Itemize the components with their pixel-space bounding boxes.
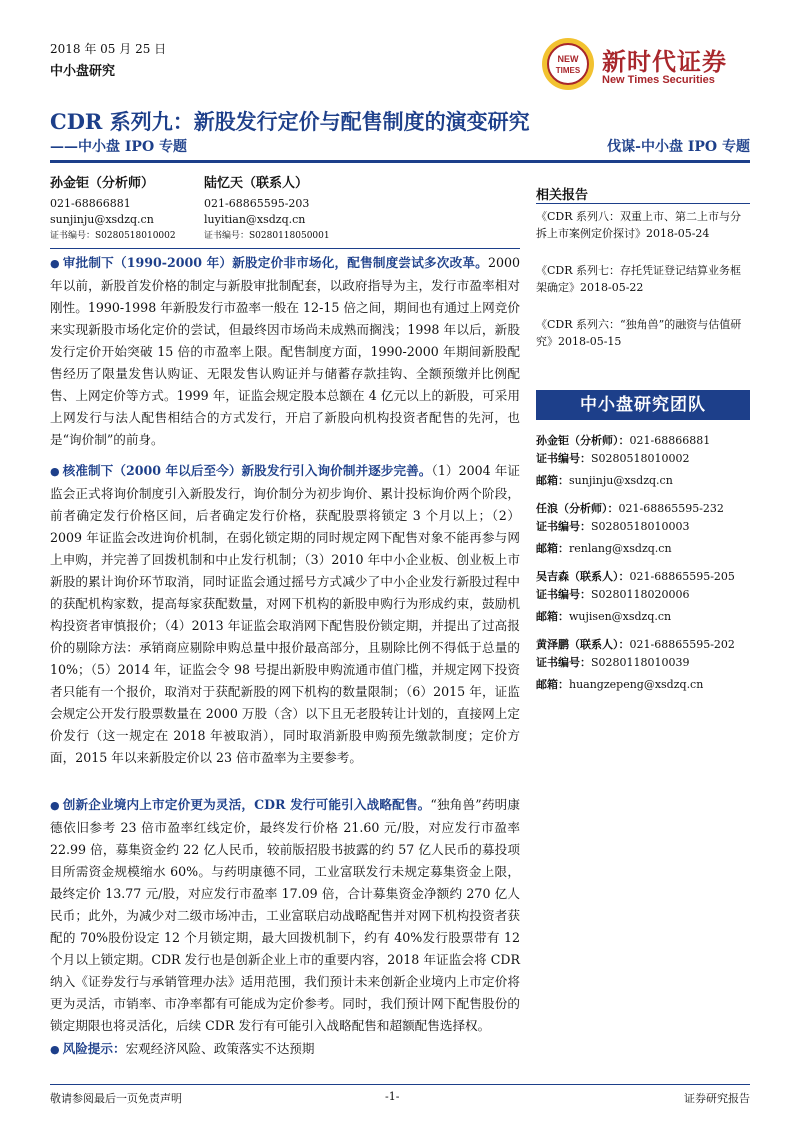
paragraph-body: 2000 年以前，新股首发价格的制定与新股审批制配套，以政府指导为主，发行市盈率相对刚性。1990-1998 年新股发行市盈率一般在 12-15 倍之间，期间也有通过上网竞价来实现新股市场化定价的尝试，但最终因市场尚未成熟而搁浅；1998 年以后，新股发行定价开始突破 15 倍的市盈率上限。配售制度方面，1990-2000 年期间新股配售经历了限量发售认购证、无限发售认购证并与储蓄存款挂钩、全额预缴并比例配售、上网定价等方式。1999 年，证监会规定股本总额在 4 亿元以上的新股，可采用上网发行与法人配售相结合的方式发行，开启了新股向机构投资者配售的先河，也是“询价制”的前身。 — [50, 255, 520, 447]
team-contact-value: S0280518010002 — [591, 452, 690, 465]
analyst-cert: 证书编号：S0280118050001 — [204, 231, 330, 241]
team-contact-label: 孙金钜（分析师）： — [536, 434, 630, 447]
footer-divider — [50, 1084, 750, 1085]
analyst-card — [204, 176, 330, 244]
paragraph-lead: 核准制下（2000 年以后至今）新股发行引入询价制并逐步完善。 — [62, 463, 432, 478]
related-divider — [536, 203, 750, 204]
team-contact-label: 证书编号： — [536, 656, 591, 669]
team-contact-line[interactable] — [536, 540, 750, 556]
bullet-icon: ● — [50, 257, 60, 270]
paragraph-lead: 风险提示： — [62, 1041, 126, 1056]
bullet-icon: ● — [50, 465, 60, 478]
page-number: -1- — [385, 1090, 400, 1103]
paragraph-body: （1）2004 年证监会正式将询价制度引入新股发行，询价制分为初步询价、累计投标询价两个阶段，前者确定发行价格区间，后者确定发行价格，获配股票将锁定 3 个月以上；（2）2009 年证监会改进询价机制，在弱化锁定期的同时规定网下配售对象不能再参与网上申购，并完善了回拨机制和中止发行机制；（3）2010 年中小企业板、创业板上市新股的累计询价环节取消，同时证监会通过摇号方式减少了中小企业发行新股过程中的获配机构家数，提高每家获配数量，对网下机构的新股申购行为形成约束，鼓励机构投资者审慎报价；（4）2013 年证监会取消网下配售股份锁定期，并提出了过高报价的剔除方法：承销商应剔除申购总量中报价最高部分，且剔除比例不得低于总量的 10%；（5）2014 年，证监会令 98 号提出新股申购流通市值门槛，并规定网下投资者只能有一个报价，取消对于获配新股的网下机构的数量限制；（6）2015 年，证监会规定公开发行股票数量在 2000 万股（含）以下且无老股转让计划的，直接网上定价发行（这一规定在 2018 年被取消），同时取消新股申购预先缴款制度；定价方面，2015 年以来新股定价以 23 倍市盈率为主要参考。 — [50, 463, 520, 765]
paragraph-body: 宏观经济风险、政策落实不达预期 — [125, 1041, 315, 1056]
related-report-link[interactable]: 《CDR 系列八：双重上市、第二上市与分拆上市案例定价探讨》2018-05-24 — [536, 210, 742, 240]
related-report-link[interactable]: 《CDR 系列七：存托凭证登记结算业务框架确定》2018-05-22 — [536, 264, 742, 294]
analyst-divider — [50, 248, 520, 249]
team-contact-value: renlang@xsdzq.cn — [569, 542, 672, 555]
team-contact-line — [536, 518, 750, 534]
team-contact-line — [536, 500, 750, 516]
summary-paragraph — [50, 252, 520, 451]
new-times-logo-icon — [540, 36, 596, 92]
related-report-link[interactable]: 《CDR 系列六：“独角兽”的融资与估值研究》2018-05-15 — [536, 318, 742, 348]
team-contact-line[interactable] — [536, 472, 750, 488]
team-contact-label: 任浪（分析师）： — [536, 502, 619, 515]
team-contact-label: 邮箱： — [536, 542, 569, 555]
team-contact-value: S0280518010003 — [591, 520, 690, 533]
report-topic: 伐谋-中小盘 IPO 专题 — [607, 139, 750, 155]
team-contact-value: 021-68865595-232 — [618, 502, 724, 515]
analyst-card — [50, 176, 176, 244]
team-contact-line — [536, 586, 750, 602]
analyst-name: 陆忆天（联系人） — [204, 176, 309, 191]
team-contact-line — [536, 450, 750, 466]
team-contact-value: S0280118010039 — [591, 656, 690, 669]
report-title: CDR 系列九：新股发行定价与配售制度的演变研究 — [50, 109, 530, 134]
team-contact-value: 021-68865595-205 — [629, 570, 735, 583]
team-contact-label: 吴吉森（联系人）： — [536, 570, 630, 583]
paragraph-body: “独角兽”药明康德依旧参考 23 倍市盈率红线定价，最终发行价格 21.60 元/股，对应发行市盈率 22.99 倍，募集资金约 22 亿人民币，较前版招股书披露的约 57 亿人民币的募投项目所需资金规模缩水 60%。与药明康德不同，工业富联发行未规定募集资金上限，最终定价 13.77 元/股，对应发行市盈率 17.09 倍，合计募集资金净额约 270 亿人民币；此外，为减少对二级市场冲击，工业富联启动战略配售并对网下机构投资者获配的 70%股份设定 12 个月锁定期，最大回拨机制下，约有 40%发行股票带有 12 个月以上锁定期。CDR 发行也是创新企业上市的重要内容，2018 年证监会将 CDR 纳入《证券发行与承销管理办法》适用范围，我们预计未来创新企业境内上市定价将更为灵活，市销率、市净率都有可能成为定价参考。同时，我们预计网下配售股份的锁定期限也将灵活化，后续 CDR 发行有可能引入战略配售和超额配售选择权。 — [50, 797, 520, 1033]
paragraph-lead: 审批制下（1990-2000 年）新股定价非市场化，配售制度尝试多次改革。 — [62, 255, 488, 270]
team-contact-line[interactable] — [536, 608, 750, 624]
paragraph-lead: 创新企业境内上市定价更为灵活，CDR 发行可能引入战略配售。 — [62, 797, 431, 812]
analyst-cert: 证书编号：S0280518010002 — [50, 231, 176, 241]
related-reports-heading: 相关报告 — [536, 188, 589, 203]
section-tag: 中小盘研究 — [50, 64, 116, 79]
team-contact-value: 021-68865595-202 — [629, 638, 735, 651]
bullet-icon: ● — [50, 799, 60, 812]
team-contact-label: 证书编号： — [536, 588, 591, 601]
analyst-phone: 021-68866881 — [50, 197, 131, 210]
analyst-phone: 021-68865595-203 — [204, 197, 310, 210]
summary-paragraph — [50, 794, 520, 1037]
team-contact-label: 证书编号： — [536, 452, 591, 465]
team-contact-value: S0280118020006 — [591, 588, 690, 601]
svg-text:TIMES: TIMES — [555, 66, 581, 75]
team-contact-value: huangzepeng@xsdzq.cn — [569, 678, 704, 691]
footer-disclaimer[interactable]: 敬请参阅最后一页免责声明 — [50, 1092, 182, 1105]
team-contact-line — [536, 568, 750, 584]
team-contact-label: 邮箱： — [536, 474, 569, 487]
team-contact-label: 邮箱： — [536, 610, 569, 623]
logo-chinese-name: 新时代证券 — [602, 47, 727, 76]
team-heading: 中小盘研究团队 — [536, 390, 750, 420]
title-divider — [50, 160, 750, 163]
analyst-email[interactable]: luyitian@xsdzq.cn — [204, 213, 306, 226]
team-contact-label: 黄泽鹏（联系人）： — [536, 638, 630, 651]
team-contact-line[interactable] — [536, 676, 750, 692]
analyst-name: 孙金钜（分析师） — [50, 176, 155, 191]
team-contact-value: wujisen@xsdzq.cn — [569, 610, 672, 623]
bullet-icon: ● — [50, 1043, 60, 1056]
team-contact-line — [536, 654, 750, 670]
team-contact-value: 021-68866881 — [629, 434, 711, 447]
report-subtitle: ——中小盘 IPO 专题 — [50, 139, 188, 155]
footer-report-type: 证券研究报告 — [684, 1092, 750, 1105]
team-contact-label: 邮箱： — [536, 678, 569, 691]
team-contact-line — [536, 432, 750, 448]
analyst-email[interactable]: sunjinju@xsdzq.cn — [50, 213, 154, 226]
risk-paragraph — [50, 1038, 520, 1061]
summary-paragraph — [50, 460, 520, 769]
report-date: 2018 年 05 月 25 日 — [50, 42, 167, 56]
team-contact-value: sunjinju@xsdzq.cn — [569, 474, 673, 487]
company-logo — [540, 36, 760, 96]
team-contact-label: 证书编号： — [536, 520, 591, 533]
team-contact-line — [536, 636, 750, 652]
svg-text:NEW: NEW — [557, 54, 579, 64]
logo-english-name: New Times Securities — [602, 74, 715, 86]
